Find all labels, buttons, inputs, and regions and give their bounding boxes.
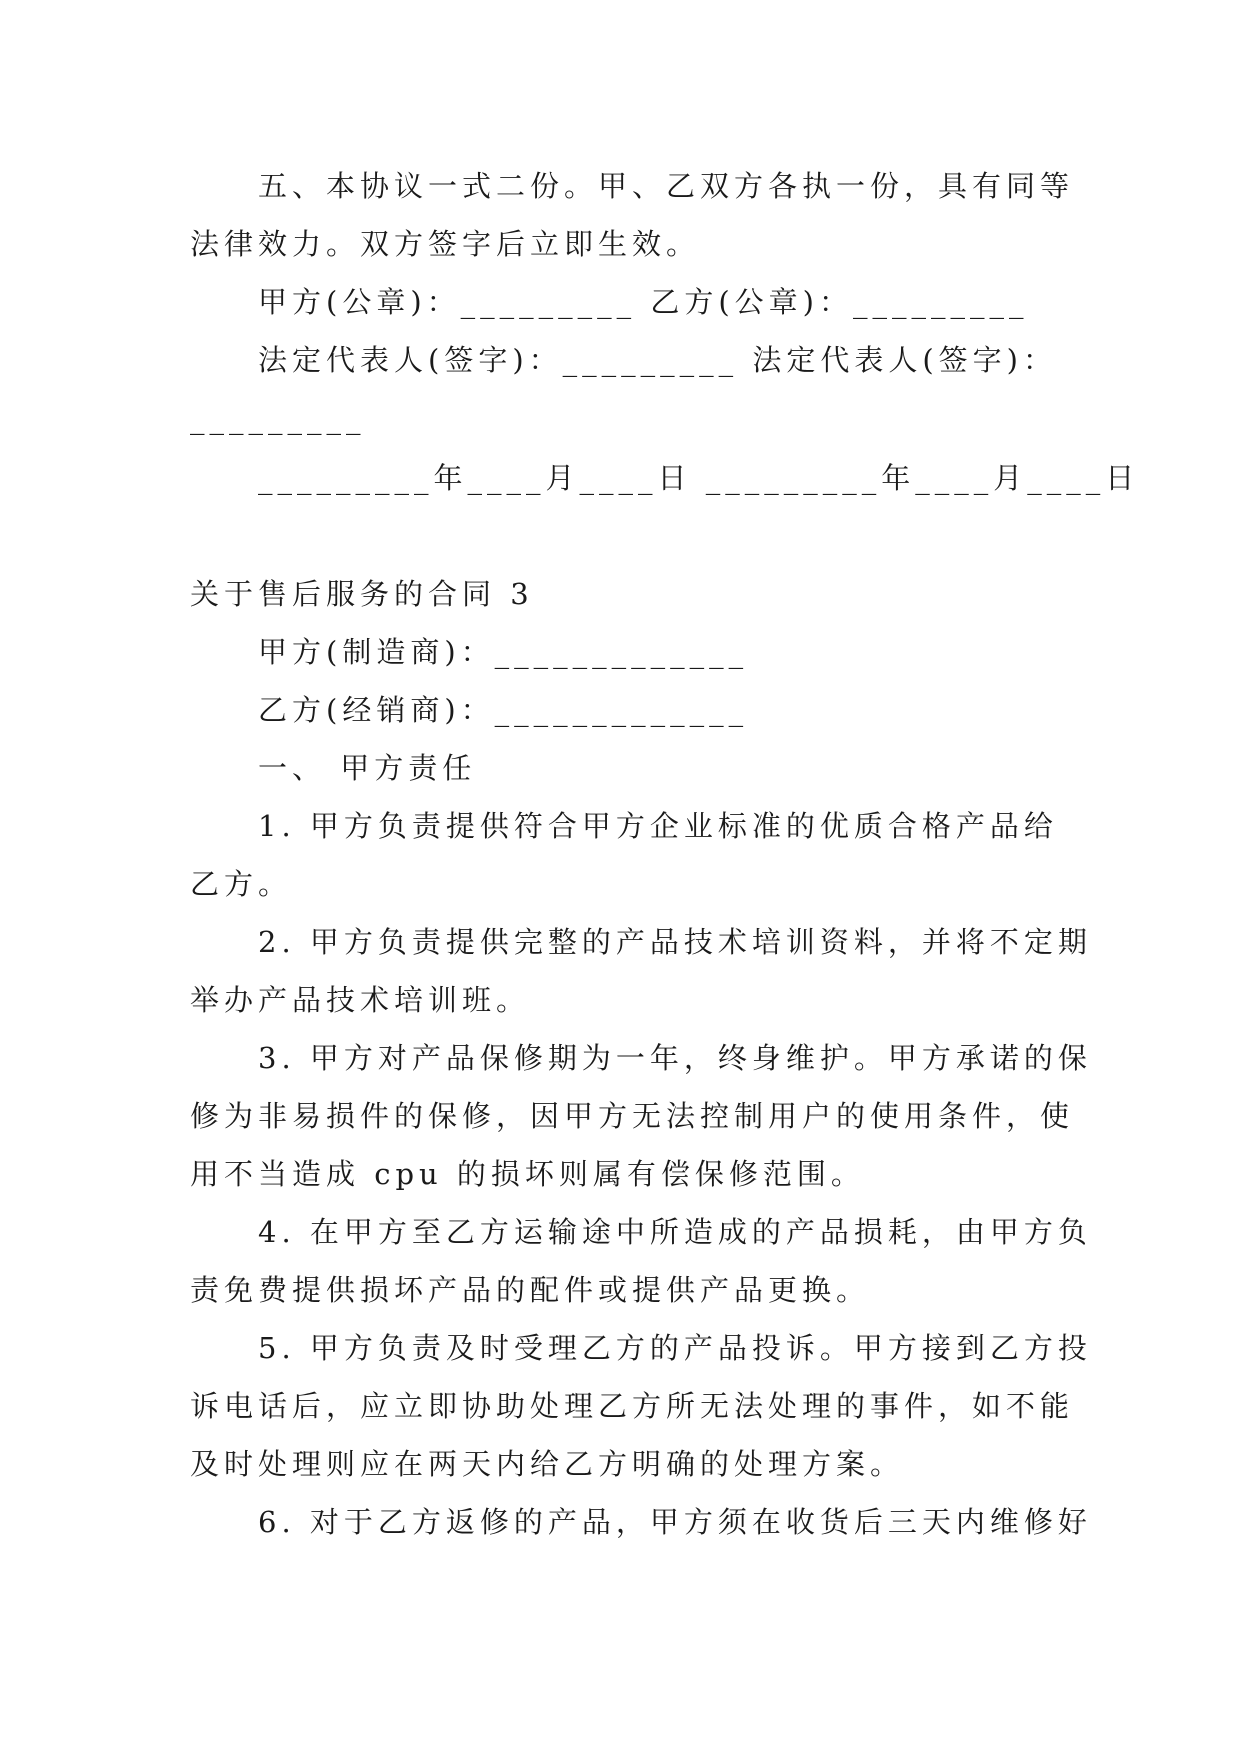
paragraph-line: 3. 甲方对产品保修期为一年，终身维护。甲方承诺的保 [258, 1041, 1092, 1075]
paragraph-line: 乙方。 [190, 867, 293, 901]
party-b-line: 乙方(经销商)：_____________ [258, 693, 749, 727]
paragraph-line: 用不当造成 cpu 的损坏则属有偿保修范围。 [190, 1157, 865, 1191]
paragraph-line: 法律效力。双方签字后立即生效。 [190, 227, 701, 261]
paragraph-line: 2. 甲方负责提供完整的产品技术培训资料，并将不定期 [258, 925, 1092, 959]
paragraph-line: 修为非易损件的保修，因甲方无法控制用户的使用条件，使 [190, 1099, 1075, 1133]
paragraph-line: 1. 甲方负责提供符合甲方企业标准的优质合格产品给 [258, 809, 1058, 843]
section-heading: 一、 甲方责任 [258, 751, 477, 785]
paragraph-line: 责免费提供损坏产品的配件或提供产品更换。 [190, 1273, 871, 1307]
signature-blank: _________ [190, 401, 366, 435]
contract-title: 关于售后服务的合同 3 [190, 577, 534, 611]
party-a-line: 甲方(制造商)：_____________ [258, 635, 749, 669]
signature-line-representative: 法定代表人(签字)：_________ 法定代表人(签字)： [258, 343, 1057, 377]
paragraph-line: 举办产品技术培训班。 [190, 983, 531, 1017]
paragraph-line: 诉电话后，应立即协助处理乙方所无法处理的事件，如不能 [190, 1389, 1075, 1423]
date-line: _________年____月____日 _________年____月____日 [258, 461, 1140, 495]
signature-line-seal: 甲方(公章)：_________ 乙方(公章)：_________ [258, 285, 1029, 319]
paragraph-line: 五、本协议一式二份。甲、乙双方各执一份，具有同等 [258, 169, 1075, 203]
paragraph-line: 5. 甲方负责及时受理乙方的产品投诉。甲方接到乙方投 [258, 1331, 1092, 1365]
paragraph-line: 及时处理则应在两天内给乙方明确的处理方案。 [190, 1447, 905, 1481]
paragraph-line: 4. 在甲方至乙方运输途中所造成的产品损耗，由甲方负 [258, 1215, 1092, 1249]
paragraph-line: 6. 对于乙方返修的产品，甲方须在收货后三天内维修好 [258, 1505, 1092, 1539]
